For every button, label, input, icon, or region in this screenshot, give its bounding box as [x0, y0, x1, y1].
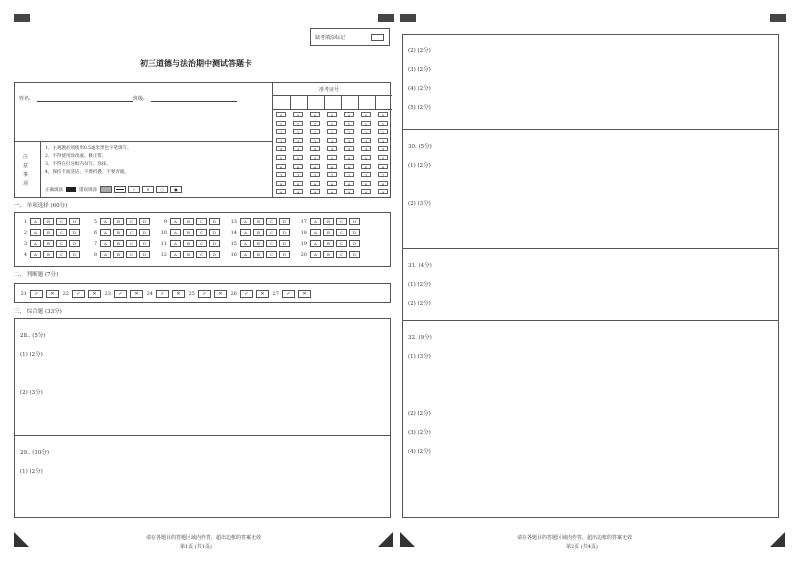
option-bubble[interactable]: B: [323, 229, 334, 236]
question-number: 5: [93, 218, 97, 225]
q30-part1: (1) (2分): [408, 163, 431, 169]
tf-question: [143, 290, 188, 298]
exam-digit-bubble[interactable]: 6: [276, 164, 286, 169]
corner-mark-top-right: [770, 14, 786, 22]
option-bubble[interactable]: A: [100, 240, 111, 247]
mc-question: [87, 218, 152, 225]
exam-digit-bubble[interactable]: 0: [293, 112, 303, 117]
q29-part5: (5) (2分): [408, 105, 431, 111]
false-bubble[interactable]: ✕: [298, 290, 311, 298]
fill-example: 正确填涂 错误填涂 ✓ ✕ ○ ●: [45, 186, 182, 193]
exam-digit-bubble[interactable]: 8: [293, 181, 303, 186]
exam-digit-bubble[interactable]: 2: [344, 129, 354, 134]
option-bubble[interactable]: B: [183, 218, 194, 225]
option-bubble[interactable]: D: [349, 218, 360, 225]
option-bubble[interactable]: B: [323, 218, 334, 225]
true-bubble[interactable]: ✓: [282, 290, 295, 298]
exam-digit-bubble[interactable]: 6: [361, 164, 371, 169]
option-bubble[interactable]: C: [336, 218, 347, 225]
q32-answer-area[interactable]: [402, 320, 779, 518]
option-bubble[interactable]: C: [126, 251, 137, 258]
question-number: 10: [160, 229, 167, 236]
exam-digit-bubble[interactable]: 5: [361, 155, 371, 160]
option-bubble[interactable]: C: [56, 251, 67, 258]
wrong-fill-sample: ●: [170, 186, 182, 193]
notes-title: 注 意 事 项: [23, 154, 29, 187]
option-bubble[interactable]: A: [30, 251, 41, 258]
option-bubble[interactable]: A: [30, 229, 41, 236]
true-bubble[interactable]: ✓: [156, 290, 169, 298]
exam-digit-bubble[interactable]: 4: [293, 146, 303, 151]
question-number: 19: [300, 240, 307, 247]
question-number: 12: [160, 251, 167, 258]
wrong-fill-sample: [114, 186, 126, 193]
exam-digit-bubble[interactable]: 1: [327, 121, 337, 126]
exam-digit-bubble[interactable]: 9: [361, 189, 371, 194]
section2-title: 二、 判断题 (7分): [14, 272, 59, 278]
exam-digit-bubble[interactable]: 1: [344, 121, 354, 126]
q29-part2: (2) (2分): [408, 48, 431, 54]
option-bubble[interactable]: D: [139, 251, 150, 258]
option-bubble[interactable]: C: [266, 218, 277, 225]
option-bubble[interactable]: A: [100, 229, 111, 236]
exam-digit-bubble[interactable]: 4: [378, 146, 388, 151]
option-bubble[interactable]: C: [196, 240, 207, 247]
mc-question: [227, 251, 292, 258]
divider: [40, 141, 41, 198]
option-bubble[interactable]: C: [336, 251, 347, 258]
tf-question: [269, 290, 314, 298]
exam-digit-bubble[interactable]: 9: [276, 189, 286, 194]
option-bubble[interactable]: A: [310, 240, 321, 247]
option-bubble[interactable]: B: [43, 251, 54, 258]
true-bubble[interactable]: ✓: [198, 290, 211, 298]
option-bubble[interactable]: C: [126, 240, 137, 247]
exam-digit-bubble[interactable]: 7: [310, 172, 320, 177]
question-number: 4: [23, 251, 27, 258]
option-bubble[interactable]: D: [349, 240, 360, 247]
option-bubble[interactable]: B: [253, 218, 264, 225]
exam-digit-bubble[interactable]: 3: [327, 138, 337, 143]
option-bubble[interactable]: C: [266, 251, 277, 258]
option-bubble[interactable]: A: [240, 218, 251, 225]
mc-question: [17, 229, 82, 236]
name-field[interactable]: [37, 101, 133, 102]
q28-answer-area[interactable]: [14, 318, 391, 436]
mc-question: [297, 251, 362, 258]
exam-digit-bubble[interactable]: 1: [378, 121, 388, 126]
option-bubble[interactable]: A: [310, 251, 321, 258]
exam-digit-bubble[interactable]: 6: [293, 164, 303, 169]
question-number: 22: [62, 291, 69, 297]
corner-triangle-bottom-right: [770, 532, 785, 547]
tf-answer-area: [14, 283, 391, 303]
question-number: 27: [272, 291, 279, 297]
option-bubble[interactable]: B: [183, 240, 194, 247]
option-bubble[interactable]: B: [43, 229, 54, 236]
option-bubble[interactable]: B: [183, 229, 194, 236]
q29-part3: (3) (2分): [408, 67, 431, 73]
q30-heading: 30. (5分): [408, 144, 432, 150]
mc-question: [17, 240, 82, 247]
mc-question: [297, 240, 362, 247]
corner-mark-top-center-right: [400, 14, 416, 22]
question-number: 6: [93, 229, 97, 236]
corner-mark-top-left: [14, 14, 30, 22]
exam-digit-bubble[interactable]: 4: [361, 146, 371, 151]
option-bubble[interactable]: B: [323, 240, 334, 247]
exam-digit-bubble[interactable]: 2: [276, 129, 286, 134]
tf-question: [101, 290, 146, 298]
option-bubble[interactable]: C: [126, 229, 137, 236]
q29-part1: (1) (2分): [20, 469, 43, 475]
page1-footer-pagenum: 第1页 (共1页): [180, 544, 212, 550]
page2-footer-note: 请在各题目的答题区域内作答，超出边框的答案无效: [517, 535, 633, 541]
question-number: 20: [300, 251, 307, 258]
exam-digit-bubble[interactable]: 0: [327, 112, 337, 117]
exam-digit-bubble[interactable]: 5: [293, 155, 303, 160]
exam-digit-bubble[interactable]: 8: [276, 181, 286, 186]
question-number: 17: [300, 218, 307, 225]
question-number: 14: [230, 229, 237, 236]
exam-digit-bubble[interactable]: 5: [310, 155, 320, 160]
notes-list: 1、主观题必须使用0.5毫米黑色字笔填写。 2、不得使用涂改液、修正带。 3、不得在打分框内书写、涂抹。 4、保持卡面清洁，不要折叠，不要弄破。: [45, 146, 132, 175]
mc-question: [157, 218, 222, 225]
option-bubble[interactable]: C: [196, 251, 207, 258]
q32-part2: (2) (2分): [408, 411, 431, 417]
mc-question: [87, 251, 152, 258]
option-bubble[interactable]: B: [113, 251, 124, 258]
absent-mark-checkbox[interactable]: [371, 34, 384, 41]
exam-digit-bubble[interactable]: 3: [310, 138, 320, 143]
exam-digit-bubble[interactable]: 8: [378, 181, 388, 186]
false-bubble[interactable]: ✕: [214, 290, 227, 298]
option-bubble[interactable]: A: [170, 229, 181, 236]
option-bubble[interactable]: A: [30, 240, 41, 247]
exam-digit-bubble[interactable]: 2: [327, 129, 337, 134]
true-bubble[interactable]: ✓: [30, 290, 43, 298]
option-bubble[interactable]: C: [196, 218, 207, 225]
section3-title: 三、 综合题 (33分): [14, 309, 62, 315]
mc-question: [157, 229, 222, 236]
q32-part4: (4) (2分): [408, 449, 431, 455]
class-field[interactable]: [151, 101, 237, 102]
exam-digit-bubble[interactable]: 3: [344, 138, 354, 143]
exam-digit-bubble[interactable]: 9: [310, 189, 320, 194]
exam-digit-bubble[interactable]: 5: [327, 155, 337, 160]
option-bubble[interactable]: D: [139, 240, 150, 247]
correct-fill-sample: [66, 187, 76, 192]
question-number: 25: [188, 291, 195, 297]
option-bubble[interactable]: B: [113, 229, 124, 236]
q29-continued-area[interactable]: [402, 34, 779, 130]
exam-digit-bubble[interactable]: 6: [327, 164, 337, 169]
exam-number-grid: [272, 83, 392, 198]
exam-digit-bubble[interactable]: 9: [327, 189, 337, 194]
exam-digit-bubble[interactable]: 3: [361, 138, 371, 143]
false-bubble[interactable]: ✕: [88, 290, 101, 298]
exam-digit-bubble[interactable]: 5: [344, 155, 354, 160]
option-bubble[interactable]: B: [323, 251, 334, 258]
option-bubble[interactable]: B: [183, 251, 194, 258]
exam-digit-bubble[interactable]: 2: [361, 129, 371, 134]
q30-part2: (2) (3分): [408, 201, 431, 207]
mc-question: [87, 240, 152, 247]
question-number: 9: [163, 218, 167, 225]
option-bubble[interactable]: B: [253, 229, 264, 236]
exam-digit-bubble[interactable]: 0: [276, 112, 286, 117]
question-number: 15: [230, 240, 237, 247]
option-bubble[interactable]: A: [310, 218, 321, 225]
q29-answer-area[interactable]: [14, 435, 391, 518]
exam-digit-bubble[interactable]: 8: [344, 181, 354, 186]
question-number: 8: [93, 251, 97, 258]
exam-digit-bubble[interactable]: 2: [293, 129, 303, 134]
exam-digit-bubble[interactable]: 3: [276, 138, 286, 143]
exam-digit-bubble[interactable]: 7: [378, 172, 388, 177]
option-bubble[interactable]: D: [209, 218, 220, 225]
wrong-fill-sample: ✓: [128, 186, 140, 193]
exam-digit-bubble[interactable]: 3: [293, 138, 303, 143]
exam-digit-bubble[interactable]: 8: [361, 181, 371, 186]
page2-footer-pagenum: 第2页 (共4页): [566, 544, 598, 550]
option-bubble[interactable]: D: [279, 229, 290, 236]
option-bubble[interactable]: C: [56, 240, 67, 247]
exam-digit-bubble[interactable]: 1: [276, 121, 286, 126]
option-bubble[interactable]: C: [266, 229, 277, 236]
mc-question: [227, 240, 292, 247]
absent-mark-label: 缺考填涂标记: [315, 35, 346, 41]
exam-digit-bubble[interactable]: 0: [310, 112, 320, 117]
option-bubble[interactable]: D: [209, 229, 220, 236]
option-bubble[interactable]: D: [209, 251, 220, 258]
corner-triangle-bottom-left: [400, 532, 415, 547]
option-bubble[interactable]: A: [100, 251, 111, 258]
q31-heading: 31. (4分): [408, 263, 432, 269]
mc-question: [17, 251, 82, 258]
q32-part3: (3) (2分): [408, 430, 431, 436]
option-bubble[interactable]: C: [336, 240, 347, 247]
tf-question: [227, 290, 272, 298]
question-number: 24: [146, 291, 153, 297]
question-number: 3: [23, 240, 27, 247]
exam-digit-bubble[interactable]: 7: [344, 172, 354, 177]
name-label: 姓名:: [19, 96, 31, 102]
page1-footer-note: 请在各题目的答题区域内作答，超出边框的答案无效: [146, 535, 262, 541]
exam-digit-bubble[interactable]: 2: [310, 129, 320, 134]
option-bubble[interactable]: D: [69, 251, 80, 258]
false-bubble[interactable]: ✕: [46, 290, 59, 298]
student-info-block: [14, 82, 391, 198]
true-bubble[interactable]: ✓: [72, 290, 85, 298]
option-bubble[interactable]: D: [349, 229, 360, 236]
exam-number-label: 准考证号: [319, 87, 340, 93]
exam-digit-bubble[interactable]: 4: [327, 146, 337, 151]
option-bubble[interactable]: C: [196, 229, 207, 236]
q28-part1: (1) (2分): [20, 352, 43, 358]
option-bubble[interactable]: A: [310, 229, 321, 236]
absent-mark-box: [310, 28, 390, 46]
option-bubble[interactable]: D: [279, 251, 290, 258]
mc-question: [157, 240, 222, 247]
q32-heading: 32. (9分): [408, 335, 432, 341]
page-title: 初三道德与法治期中测试答题卡: [140, 58, 252, 68]
option-bubble[interactable]: D: [349, 251, 360, 258]
exam-digit-bubble[interactable]: 2: [378, 129, 388, 134]
exam-digit-bubble[interactable]: 1: [293, 121, 303, 126]
option-bubble[interactable]: B: [253, 240, 264, 247]
q28-heading: 28.. (5分): [20, 333, 46, 339]
option-bubble[interactable]: B: [113, 218, 124, 225]
corner-triangle-bottom-right: [378, 532, 393, 547]
exam-digit-bubble[interactable]: 1: [361, 121, 371, 126]
exam-digit-bubble[interactable]: 9: [293, 189, 303, 194]
question-number: 26: [230, 291, 237, 297]
option-bubble[interactable]: D: [139, 229, 150, 236]
mc-question: [297, 229, 362, 236]
exam-digit-bubble[interactable]: 4: [344, 146, 354, 151]
exam-digit-bubble[interactable]: 7: [327, 172, 337, 177]
option-bubble[interactable]: A: [170, 251, 181, 258]
wrong-fill-sample: ✕: [142, 186, 154, 193]
option-bubble[interactable]: A: [240, 251, 251, 258]
q30-answer-area[interactable]: [402, 129, 779, 249]
exam-digit-bubble[interactable]: 0: [361, 112, 371, 117]
corner-mark-top-center-left: [378, 14, 394, 22]
question-number: 2: [23, 229, 27, 236]
option-bubble[interactable]: C: [56, 218, 67, 225]
q32-part1: (1) (3分): [408, 354, 431, 360]
divider: [15, 141, 272, 142]
question-number: 7: [93, 240, 97, 247]
option-bubble[interactable]: D: [139, 218, 150, 225]
true-bubble[interactable]: ✓: [114, 290, 127, 298]
false-bubble[interactable]: ✕: [172, 290, 185, 298]
option-bubble[interactable]: D: [69, 229, 80, 236]
class-label: 班级:: [133, 96, 145, 102]
corner-triangle-bottom-left: [14, 532, 29, 547]
q31-part1: (1) (2分): [408, 282, 431, 288]
question-number: 11: [160, 240, 167, 247]
exam-digit-bubble[interactable]: 9: [378, 189, 388, 194]
option-bubble[interactable]: B: [43, 218, 54, 225]
mc-question: [157, 251, 222, 258]
wrong-fill-sample: ○: [156, 186, 168, 193]
q28-part2: (2) (3分): [20, 390, 43, 396]
q29-heading: 29.. (10分): [20, 450, 50, 456]
option-bubble[interactable]: B: [253, 251, 264, 258]
option-bubble[interactable]: C: [56, 229, 67, 236]
exam-digit-bubble[interactable]: 3: [378, 138, 388, 143]
false-bubble[interactable]: ✕: [130, 290, 143, 298]
option-bubble[interactable]: A: [240, 229, 251, 236]
option-bubble[interactable]: C: [266, 240, 277, 247]
exam-digit-bubble[interactable]: 7: [293, 172, 303, 177]
section1-title: 一、 单项选择 (60分): [14, 203, 68, 209]
option-bubble[interactable]: D: [69, 218, 80, 225]
exam-digit-bubble[interactable]: 4: [276, 146, 286, 151]
option-bubble[interactable]: A: [170, 218, 181, 225]
exam-digit-bubble[interactable]: 7: [361, 172, 371, 177]
option-bubble[interactable]: D: [279, 218, 290, 225]
question-number: 23: [104, 291, 111, 297]
option-bubble[interactable]: A: [30, 218, 41, 225]
mc-question: [227, 229, 292, 236]
question-number: 18: [300, 229, 307, 236]
exam-digit-bubble[interactable]: 9: [344, 189, 354, 194]
exam-digit-bubble[interactable]: 6: [310, 164, 320, 169]
question-number: 21: [20, 291, 27, 297]
exam-digit-bubble[interactable]: 7: [276, 172, 286, 177]
option-bubble[interactable]: A: [100, 218, 111, 225]
question-number: 16: [230, 251, 237, 258]
option-bubble[interactable]: B: [43, 240, 54, 247]
tf-question: [17, 290, 62, 298]
exam-digit-bubble[interactable]: 5: [276, 155, 286, 160]
question-number: 13: [230, 218, 237, 225]
q31-part2: (2) (2分): [408, 301, 431, 307]
exam-digit-bubble[interactable]: 0: [344, 112, 354, 117]
wrong-fill-sample: [100, 186, 112, 193]
option-bubble[interactable]: C: [126, 218, 137, 225]
exam-digit-bubble[interactable]: 8: [310, 181, 320, 186]
exam-digit-bubble[interactable]: 1: [310, 121, 320, 126]
false-bubble[interactable]: ✕: [256, 290, 269, 298]
tf-question: [59, 290, 104, 298]
option-bubble[interactable]: C: [336, 229, 347, 236]
exam-digit-bubble[interactable]: 0: [378, 112, 388, 117]
option-bubble[interactable]: D: [209, 240, 220, 247]
q29-part4: (4) (2分): [408, 86, 431, 92]
mc-question: [87, 229, 152, 236]
option-bubble[interactable]: D: [279, 240, 290, 247]
q31-answer-area[interactable]: [402, 248, 779, 321]
exam-digit-bubble[interactable]: 4: [310, 146, 320, 151]
option-bubble[interactable]: B: [113, 240, 124, 247]
option-bubble[interactable]: D: [69, 240, 80, 247]
question-number: 1: [23, 218, 27, 225]
option-bubble[interactable]: A: [240, 240, 251, 247]
mc-answer-area: [14, 212, 391, 267]
mc-question: [297, 218, 362, 225]
exam-digit-bubble[interactable]: 5: [378, 155, 388, 160]
option-bubble[interactable]: A: [170, 240, 181, 247]
tf-question: [185, 290, 230, 298]
exam-digit-bubble[interactable]: 8: [327, 181, 337, 186]
exam-digit-bubble[interactable]: 6: [378, 164, 388, 169]
true-bubble[interactable]: ✓: [240, 290, 253, 298]
mc-question: [17, 218, 82, 225]
mc-question: [227, 218, 292, 225]
exam-digit-bubble[interactable]: 6: [344, 164, 354, 169]
